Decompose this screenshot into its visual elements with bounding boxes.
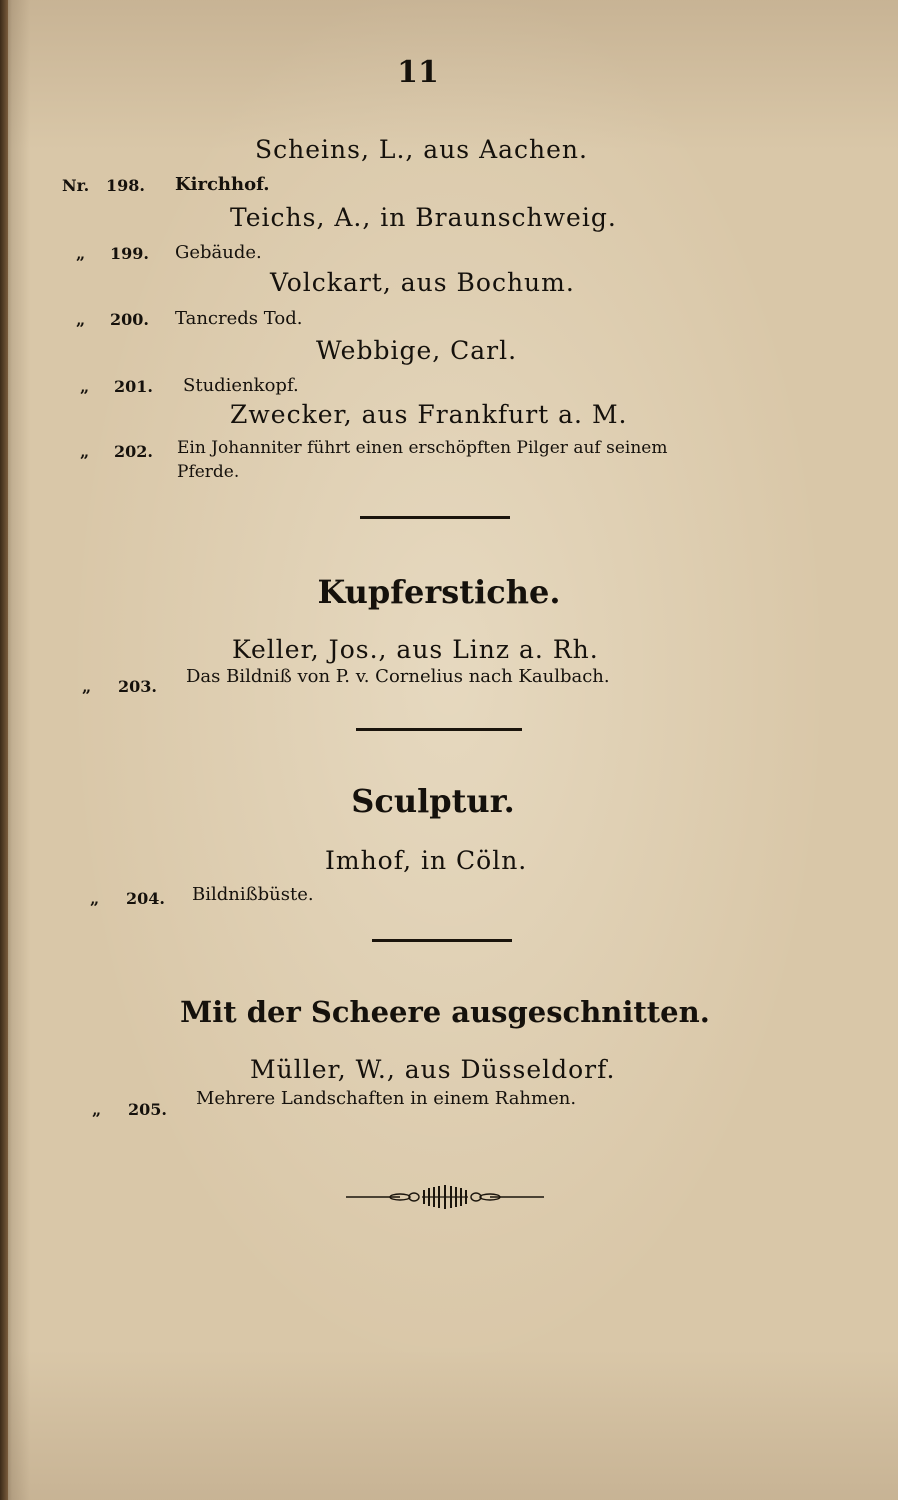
artist-name: Teichs, A., in Braunschweig. (230, 203, 617, 232)
entry-title: Das Bildniß von P. v. Cornelius nach Kaulbach. (186, 666, 610, 687)
entry-number: 198. (106, 176, 145, 195)
entry-prefix: Nr. (62, 176, 90, 195)
entry-number: 203. (118, 677, 157, 696)
artist-name: Keller, Jos., aus Linz a. Rh. (232, 635, 599, 664)
entry-number: 202. (114, 442, 153, 461)
entry-number: 204. (126, 889, 165, 908)
artist-name: Volckart, aus Bochum. (270, 268, 575, 297)
entry-number: 201. (114, 377, 153, 396)
page-number: 11 (397, 55, 439, 90)
entry-number: 205. (128, 1100, 167, 1119)
entry-prefix: „ (80, 442, 90, 461)
entry-title: Bildnißbüste. (192, 884, 314, 905)
entry-number: 200. (110, 310, 149, 329)
entry-title: Gebäude. (175, 242, 262, 263)
page-binding-edge (0, 0, 8, 1500)
entry-prefix: „ (76, 310, 86, 329)
artist-name: Webbige, Carl. (316, 336, 518, 365)
artist-name: Scheins, L., aus Aachen. (255, 135, 588, 164)
entry-prefix: „ (92, 1100, 102, 1119)
section-divider (360, 516, 510, 519)
entry-prefix: „ (90, 889, 100, 908)
entry-title: Mehrere Landschaften in einem Rahmen. (196, 1088, 577, 1109)
section-heading: Mit der Scheere ausgeschnitten. (180, 995, 710, 1029)
entry-prefix: „ (76, 244, 86, 263)
entry-title: Studienkopf. (183, 375, 299, 396)
artist-name: Müller, W., aus Düsseldorf. (250, 1055, 616, 1084)
entry-prefix: „ (80, 377, 90, 396)
entry-number: 199. (110, 244, 149, 263)
section-divider (356, 728, 522, 731)
ornament-flourish-icon (340, 1182, 550, 1212)
entry-title: Kirchhof. (175, 174, 270, 195)
artist-name: Zwecker, aus Frankfurt a. M. (230, 400, 628, 429)
artist-name: Imhof, in Cöln. (325, 846, 528, 875)
entry-title-continued: Pferde. (177, 462, 240, 482)
section-heading: Kupferstiche. (317, 573, 561, 611)
entry-title: Ein Johanniter führt einen erschöpften Pilger auf seinem (177, 438, 668, 458)
section-divider (372, 939, 512, 942)
section-heading: Sculptur. (351, 782, 515, 820)
entry-prefix: „ (82, 677, 92, 696)
entry-title: Tancreds Tod. (175, 308, 303, 329)
